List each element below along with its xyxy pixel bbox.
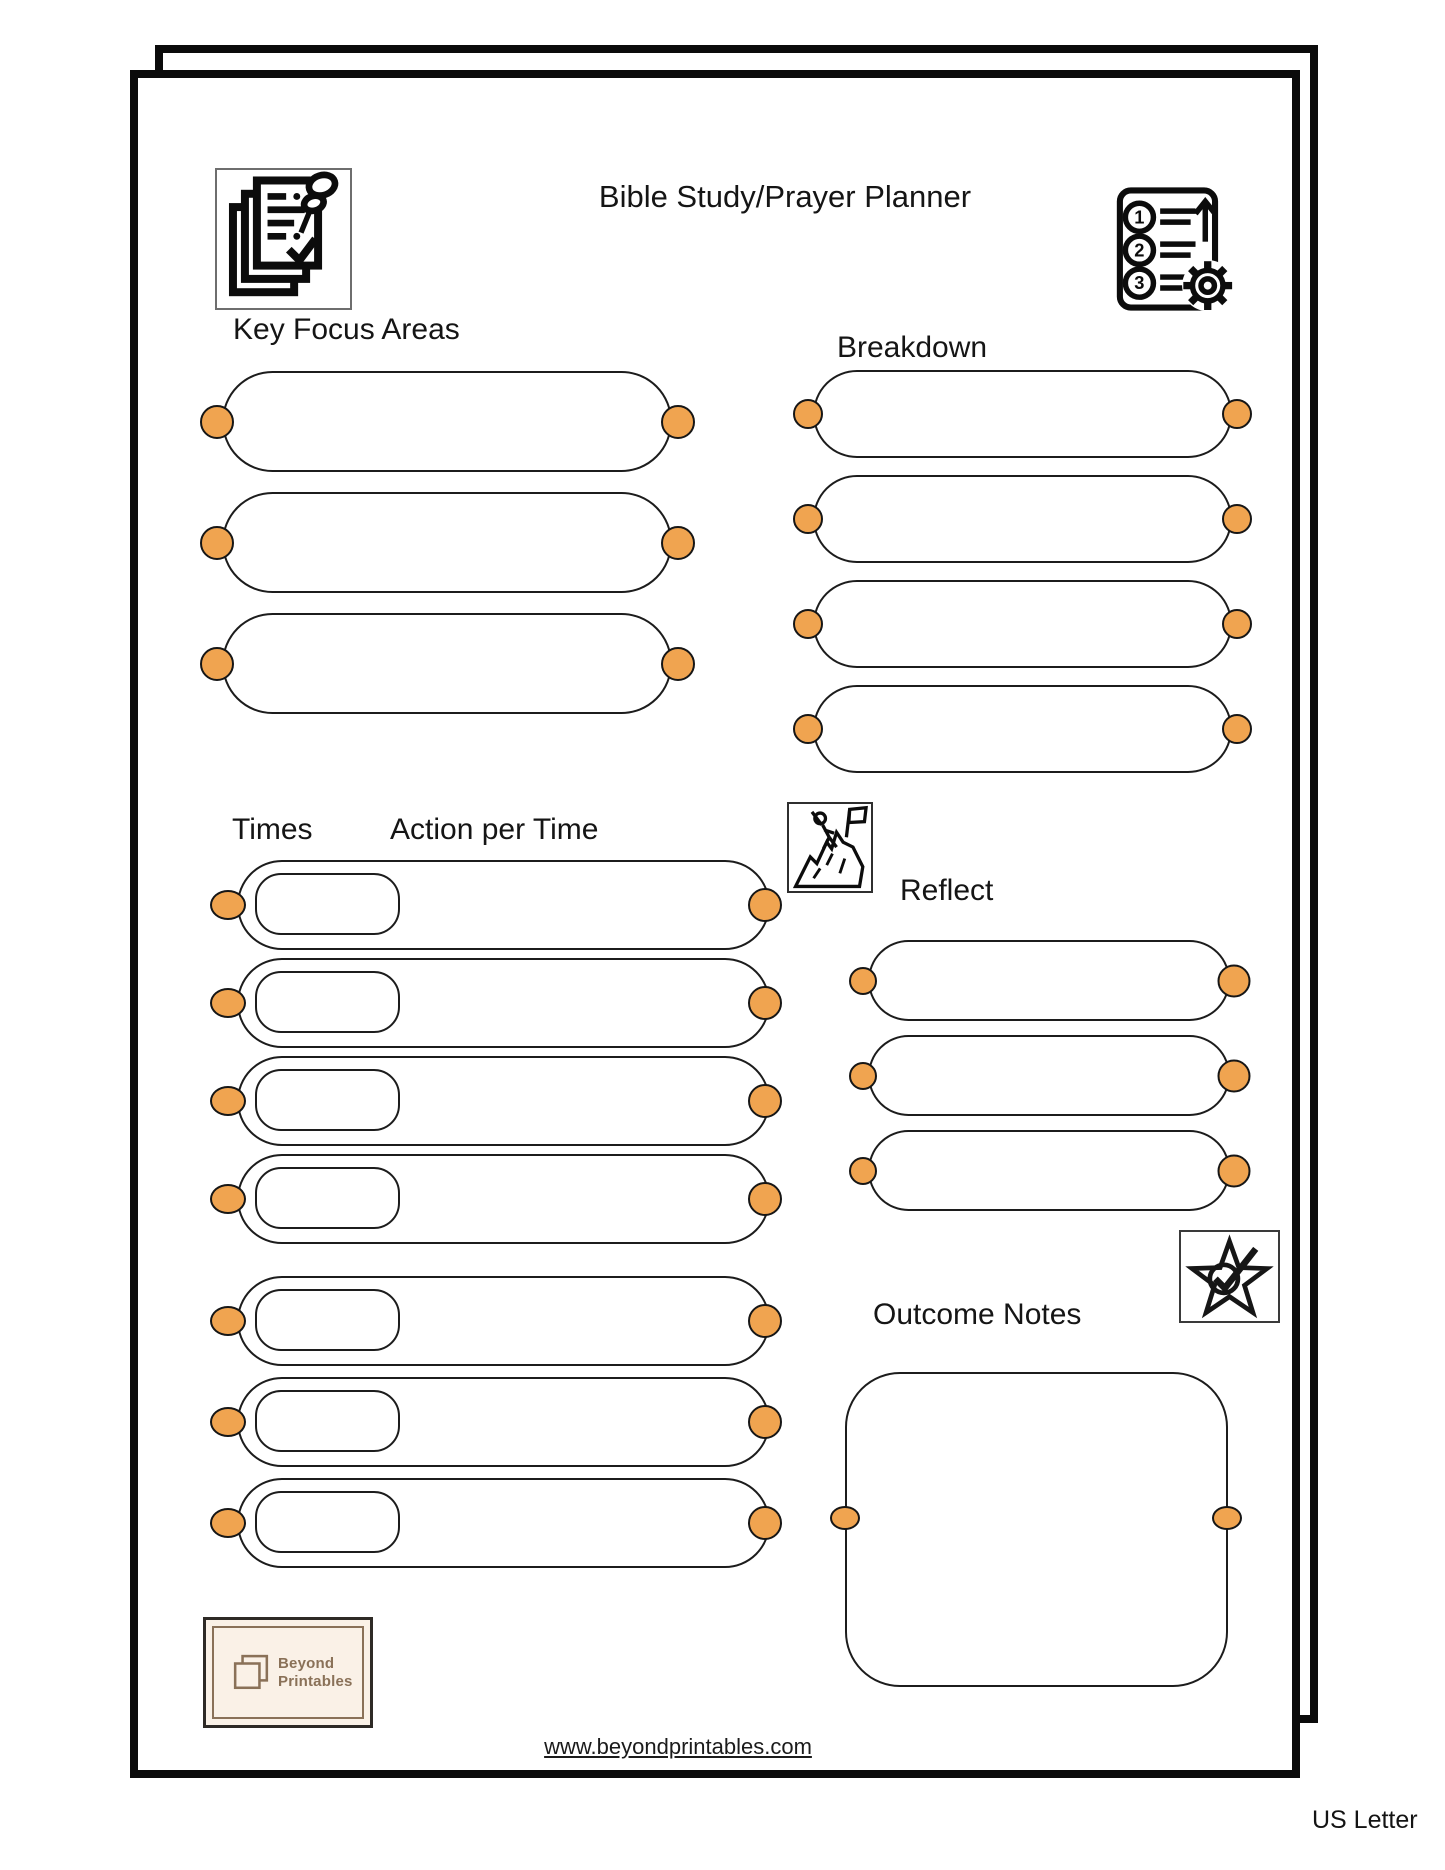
connector-dot [210,988,246,1018]
connector-dot [748,1084,782,1118]
breakdown-field[interactable] [813,685,1232,773]
connector-dot [210,1184,246,1214]
logo-wordmark [278,1655,353,1691]
connector-dot [1218,1154,1251,1187]
time-field[interactable] [255,1289,400,1351]
website-link[interactable]: www.beyondprintables.com [544,1734,812,1759]
time-field[interactable] [255,971,400,1033]
logo-line-1: Beyond [278,1654,335,1672]
breakdown-heading: Breakdown [837,331,988,364]
key-focus-field[interactable] [222,492,672,593]
connector-dot [1212,1506,1242,1530]
breakdown-field[interactable] [813,475,1232,563]
action-per-time-heading: Action per Time [390,813,599,846]
connector-dot [793,399,823,429]
logo-line-2: Printables [278,1672,353,1690]
breakdown-field[interactable] [813,370,1232,458]
mountain-climber-icon [787,802,873,893]
connector-dot [793,504,823,534]
connector-dot [793,609,823,639]
times-heading: Times [232,813,313,846]
reflect-field[interactable] [868,940,1230,1021]
connector-dot [1222,609,1252,639]
connector-dot [748,986,782,1020]
connector-dot [793,714,823,744]
connector-dot [210,890,246,920]
reflect-field[interactable] [868,1035,1230,1116]
connector-dot [748,1405,782,1439]
svg-text:3: 3 [1134,272,1145,294]
connector-dot [748,1304,782,1338]
connector-dot [849,1157,877,1185]
connector-dot [849,967,877,995]
connector-dot [200,647,234,681]
key-focus-field[interactable] [222,613,672,714]
time-field[interactable] [255,1491,400,1553]
connector-dot [210,1407,246,1437]
numbered-steps-gear-icon [1115,185,1237,313]
connector-dot [1218,1059,1251,1092]
connector-dot [661,405,695,439]
connector-dot [210,1086,246,1116]
stacked-pages-icon [232,1654,270,1692]
outcome-notes-field[interactable] [845,1372,1228,1687]
connector-dot [748,1182,782,1216]
connector-dot [661,647,695,681]
brand-logo [203,1617,373,1728]
star-check-icon [1179,1230,1280,1323]
time-field[interactable] [255,1167,400,1229]
svg-text:1: 1 [1134,206,1145,228]
connector-dot [661,526,695,560]
svg-text:2: 2 [1134,239,1145,261]
connector-dot [210,1306,246,1336]
connector-dot [830,1506,860,1530]
connector-dot [748,1506,782,1540]
connector-dot [1222,504,1252,534]
reflect-heading: Reflect [900,874,994,907]
connector-dot [1222,399,1252,429]
connector-dot [748,888,782,922]
connector-dot [200,526,234,560]
time-field[interactable] [255,1069,400,1131]
time-field[interactable] [255,1390,400,1452]
paper-size-label: US Letter [1312,1806,1418,1834]
key-focus-field[interactable] [222,371,672,472]
page-title: Bible Study/Prayer Planner [598,179,972,214]
connector-dot [210,1508,246,1538]
time-field[interactable] [255,873,400,935]
connector-dot [1218,964,1251,997]
reflect-field[interactable] [868,1130,1230,1211]
key-focus-heading: Key Focus Areas [233,313,460,346]
connector-dot [200,405,234,439]
checklist-pushpin-icon [215,168,352,310]
breakdown-field[interactable] [813,580,1232,668]
outcome-notes-heading: Outcome Notes [873,1298,1082,1331]
connector-dot [849,1062,877,1090]
connector-dot [1222,714,1252,744]
